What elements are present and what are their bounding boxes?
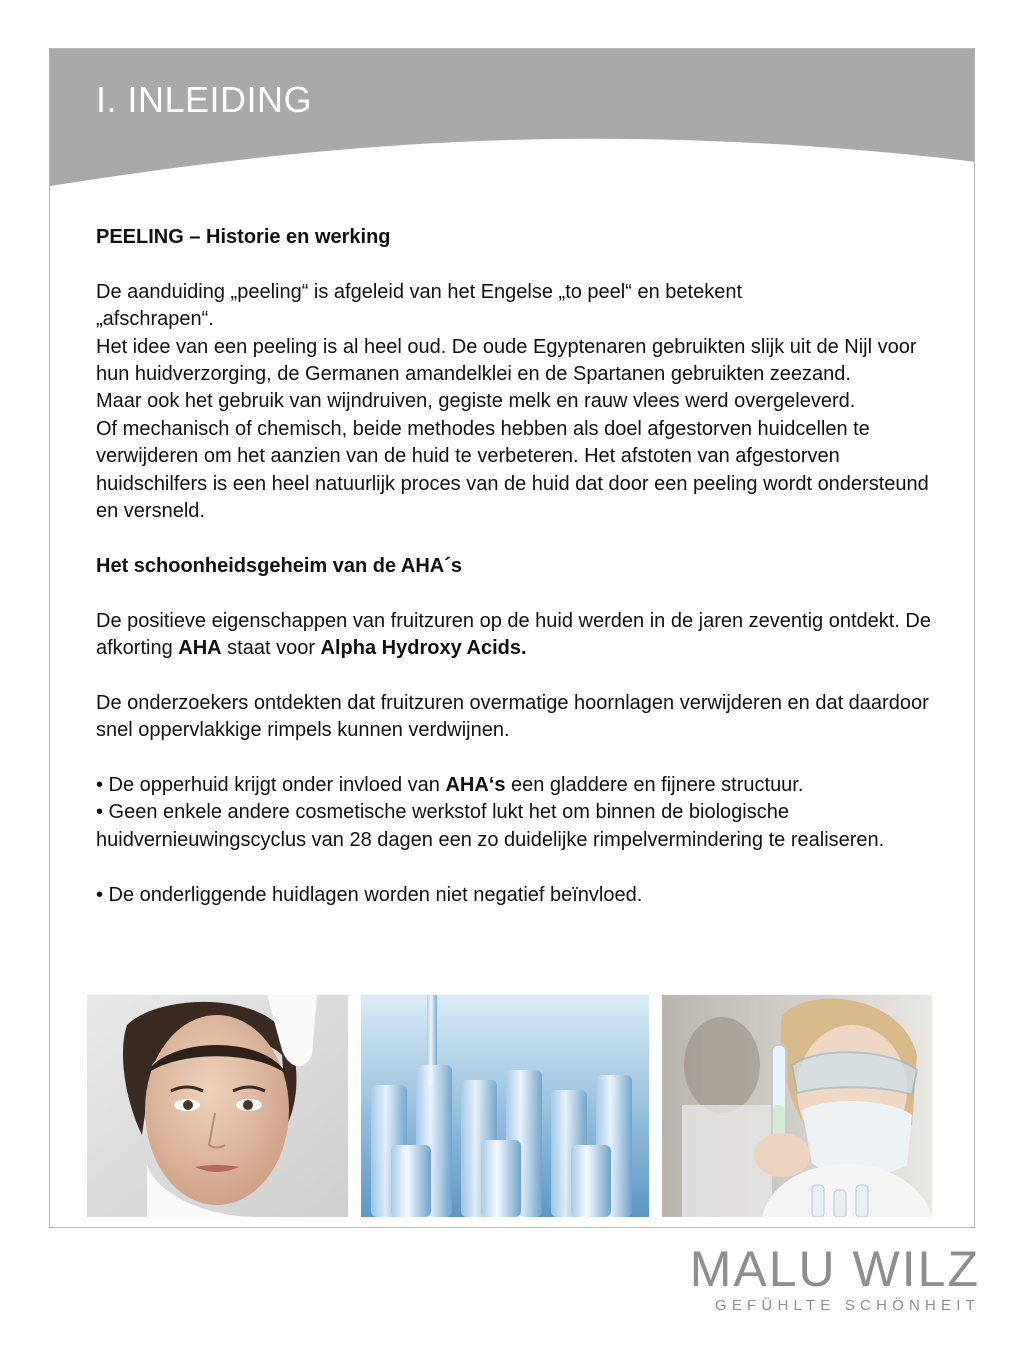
brand-logo — [690, 1240, 980, 1325]
paragraph-methods: Of mechanisch of chemisch, beide methodes hebben als doel afgestorven huidcellen te verwijderen om het aanzien van de huid te verbeteren. Het afstoten van afgestorven huidschilfers is een heel natuurlijk proces van de huid dat door een peeling wordt ondersteund en versneld. — [96, 417, 929, 523]
test-tubes-photo — [361, 995, 649, 1217]
paragraph-tradition: Maar ook het gebruik van wijndruiven, gegiste melk en rauw vlees werd overgeleverd. — [96, 390, 856, 413]
section-heading-aha: Het schoonheidsgeheim van de AHA´s — [96, 554, 462, 577]
brand-tagline: GEFÜHLTE SCHÖNHEIT — [714, 1297, 980, 1314]
bullet-skin-layers: • De onderliggende huidlagen worden niet negatief beïnvloed. — [96, 883, 643, 906]
woman-face-photo — [87, 995, 348, 1217]
bullet-wrinkles: • Geen enkele andere cosmetische werkstof lukt het om binnen de biologische huidvernieuwingscyclus van 28 dagen een zo duidelijke rimpelvermindering te realiseren. — [96, 801, 885, 851]
paragraph-definition: De aanduiding „peeling“ is afgeleid van het Engelse „to peel“ en betekent „afschrapen“. — [96, 280, 742, 331]
brand-name: MALU WILZ — [689, 1241, 980, 1297]
main-content — [96, 224, 931, 909]
header-band — [50, 49, 975, 199]
lab-scientist-photo — [662, 995, 932, 1217]
paragraph-aha-intro: De positieve eigenschappen van fruitzuren op de huid werden in de jaren zeventig ontdekt. De afkorting AHA staat voor Alpha Hydroxy Acids. — [96, 609, 931, 660]
section-heading-peeling: PEELING – Historie en werking — [96, 226, 391, 248]
bullet-structure: • De opperhuid krijgt onder invloed van AHA‘s een gladdere en fijnere structuur. — [96, 774, 804, 797]
paragraph-research: De onderzoekers ontdekten dat fruitzuren overmatige hoornlagen verwijderen en dat daardoor snel oppervlakkige rimpels kunnen verdwijnen. — [96, 691, 929, 742]
page-card — [49, 48, 975, 1228]
paragraph-history: Het idee van een peeling is al heel oud. De oude Egyptenaren gebruikten slijk uit de Nijl voor hun huidverzorging, de Germanen amandelklei en de Spartanen gebruikten zeezand. — [96, 335, 917, 386]
page-title: I. INLEIDING — [96, 79, 313, 120]
photo-strip — [50, 995, 975, 1217]
